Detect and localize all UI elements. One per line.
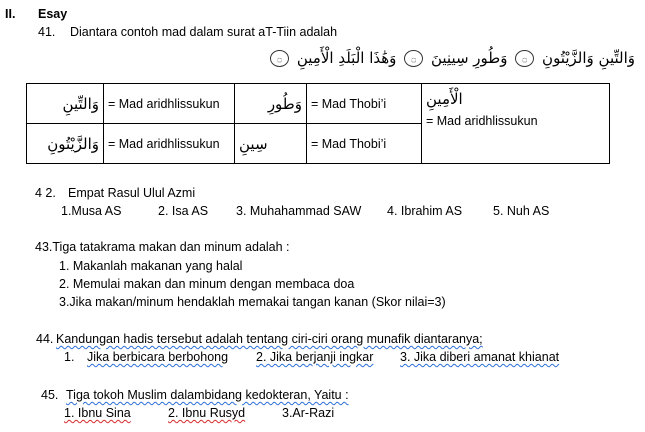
ayah-verse-2: وَطُورِ سِينِينَ xyxy=(430,49,508,67)
q44-item: Jika berbicara berbohong xyxy=(87,350,229,364)
ayah-verse-3: وَهَٰذَا الْبَلَدِ الْأَمِينِ xyxy=(296,49,397,67)
verse-end-icon: ۝ xyxy=(404,50,423,67)
q44-item: 3. Jika diberi amanat khianat xyxy=(400,350,560,364)
q44-item: 2. Jika berjanji ingkar xyxy=(256,350,374,364)
mad-table xyxy=(26,83,610,164)
verse-end-icon: ۝ xyxy=(515,50,534,67)
q44-text: Kandungan hadis tersebut adalah tentang ciri-ciri orang munafik diantaranya; xyxy=(56,332,483,346)
q42-item: 3. Muhahammad SAW xyxy=(236,204,362,218)
mad-type-cell: = Mad aridhlissukun xyxy=(104,124,235,164)
mad-type-cell: = Mad Thobi’i xyxy=(307,124,422,164)
q43-item: 1. Makanlah makanan yang halal xyxy=(59,259,243,273)
ayah-verse-1: وَالتِّينِ وَالزَّيْتُونِ xyxy=(542,49,635,67)
section-title: Esay xyxy=(38,7,68,21)
q42-item: 1.Musa AS xyxy=(61,204,122,218)
q45-number: 45. xyxy=(41,388,59,402)
q43-item: 2. Memulai makan dan minum dengan membaca doa xyxy=(59,277,355,291)
q45-item: 3.Ar-Razi xyxy=(282,406,335,420)
verse-end-icon: ۝ xyxy=(270,50,289,67)
mad-word-cell: وَالتِّينِ xyxy=(27,84,104,124)
section-number: II. xyxy=(5,7,16,21)
mad-type: = Mad aridhlissukun xyxy=(426,114,538,128)
mad-word: الْأَمِينِ xyxy=(426,90,463,108)
ayah-line xyxy=(267,49,635,67)
q43-text: 43.Tiga tatakrama makan dan minum adalah : xyxy=(35,240,290,254)
mad-merged-cell xyxy=(422,84,610,164)
q44-item: 1. xyxy=(64,350,75,364)
q42-item: 4. Ibrahim AS xyxy=(387,204,463,218)
q42-item: 5. Nuh AS xyxy=(493,204,550,218)
q42-number: 4 2. xyxy=(35,186,56,200)
table-row xyxy=(27,84,610,124)
mad-word-cell: وَالزَّيْتُونِ xyxy=(27,124,104,164)
q45-item: 1. Ibnu Sina xyxy=(64,406,131,420)
mad-type-cell: = Mad Thobi’i xyxy=(307,84,422,124)
mad-word-cell: سِينِ xyxy=(235,124,307,164)
q42-text: Empat Rasul Ulul Azmi xyxy=(68,186,196,200)
q42-item: 2. Isa AS xyxy=(158,204,209,218)
q41-number: 41. xyxy=(38,25,56,39)
q44-number: 44. xyxy=(36,332,54,346)
mad-type-cell: = Mad aridhlissukun xyxy=(104,84,235,124)
q41-text: Diantara contoh mad dalam surat aT-Tiin adalah xyxy=(70,25,338,39)
q45-text: Tiga tokoh Muslim dalambidang kedokteran, Yaitu : xyxy=(66,388,349,402)
q43-item: 3.Jika makan/minum hendaklah memakai tangan kanan (Skor nilai=3) xyxy=(59,295,446,309)
q45-item: 2. Ibnu Rusyd xyxy=(168,406,246,420)
mad-word-cell: وَطُورِ xyxy=(235,84,307,124)
